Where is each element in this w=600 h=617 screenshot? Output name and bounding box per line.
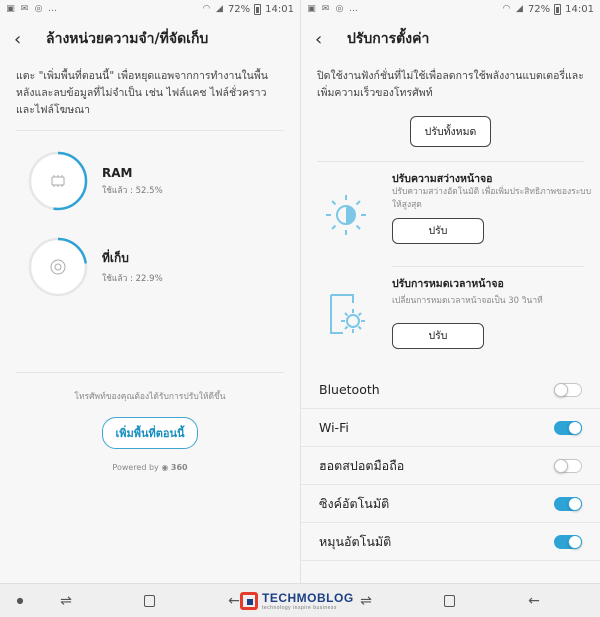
optimization-note: โทรศัพท์ของคุณต้องได้รับการปรับให้ดีขึ้น [74, 392, 226, 402]
storage-disk-icon [48, 257, 68, 277]
battery-icon [554, 4, 561, 15]
free-up-space-button[interactable]: เพิ่มพื้นที่ตอนนี้ [102, 417, 197, 449]
ram-gauge [28, 151, 88, 211]
toggle-label: หมุนอัตโนมัติ [319, 533, 392, 549]
adjust-screen-timeout-button[interactable]: ปรับ [392, 323, 484, 349]
toggle-row-wifi[interactable] [301, 409, 600, 447]
back-nav-icon[interactable]: ← [228, 593, 240, 609]
adjust-all-button[interactable]: ปรับทั้งหมด [410, 116, 492, 147]
shield-icon: ◉ [161, 463, 169, 472]
wifi-icon: ◠ [502, 3, 511, 14]
status-bar [0, 0, 300, 18]
toggle-row-bluetooth[interactable] [301, 371, 600, 409]
page-description: ปิดใช้งานฟังก์ชั่นที่ไม่ใช้เพื่อลดการใช้พลังงานแบตเตอรี่และเพิ่มความเร็วของโทรศัพท์ [317, 70, 584, 99]
switch-knob [568, 535, 582, 549]
toggle-row-hotspot[interactable] [301, 447, 600, 485]
app-bar [301, 18, 600, 60]
image-notification-icon: ▣ [6, 3, 15, 14]
home-button-icon[interactable] [444, 595, 455, 607]
switch-knob [568, 497, 582, 511]
back-arrow-icon[interactable]: ‹ [14, 28, 22, 50]
auto-rotate-switch[interactable] [554, 535, 582, 549]
adjust-brightness-button[interactable]: ปรับ [392, 218, 484, 244]
brightness-description: ปรับความสว่างอัตโนมัติ เพื่อเพิ่มประสิทธิภาพของระบบให้สูงสุด [392, 187, 592, 210]
toggle-label: ซิงค์อัตโนมัติ [319, 495, 390, 511]
wifi-icon: ◠ [202, 3, 211, 14]
storage-cleaner-screen [0, 0, 300, 583]
hotspot-switch[interactable] [554, 459, 582, 473]
more-notifications-icon: … [48, 3, 57, 14]
storage-gauge-row [0, 237, 300, 297]
switch-knob [554, 459, 568, 473]
recent-apps-icon[interactable]: ⇌ [60, 593, 72, 609]
storage-gauge [28, 237, 88, 297]
page-title: ปรับการตั้งค่า [347, 31, 430, 47]
brightness-sun-icon [321, 190, 371, 240]
mail-notification-icon: ✉ [321, 3, 330, 14]
powered-by-brand: 360 [170, 463, 188, 472]
more-notifications-icon: … [349, 3, 358, 14]
clock: 14:01 [565, 3, 594, 15]
sync-notification-icon: ◎ [34, 3, 43, 14]
screen-timeout-description: เปลี่ยนการหมดเวลาหน้าจอเป็น 30 วินาที [392, 296, 543, 306]
screen-timeout-title: ปรับการหมดเวลาหน้าจอ [392, 278, 504, 290]
switch-knob [568, 421, 582, 435]
toggle-label: Wi-Fi [319, 420, 349, 435]
recent-apps-icon[interactable]: ⇌ [360, 593, 372, 609]
battery-icon [254, 4, 261, 15]
battery-percent: 72% [527, 3, 551, 15]
screen-timeout-option [301, 267, 600, 371]
storage-label: ที่เก็บ [102, 251, 129, 265]
optimize-settings-screen [300, 0, 600, 583]
signal-icon: ◢ [515, 3, 523, 14]
back-nav-icon[interactable]: ← [528, 593, 540, 609]
techmoblog-watermark [240, 591, 354, 611]
status-bar [301, 0, 600, 18]
toggle-label: Bluetooth [319, 382, 380, 397]
bluetooth-switch[interactable] [554, 383, 582, 397]
page-title: ล้างหน่วยความจำ/ที่จัดเก็บ [46, 31, 209, 47]
home-button-icon[interactable] [144, 595, 155, 607]
nav-dot-icon[interactable]: ● [16, 596, 24, 605]
wifi-switch[interactable] [554, 421, 582, 435]
mail-notification-icon: ✉ [20, 3, 29, 14]
image-notification-icon: ▣ [307, 3, 316, 14]
ram-used: ใช้แล้ว : 52.5% [102, 185, 163, 196]
techmoblog-logo-icon [240, 592, 258, 610]
watermark-brand: TECHMOBLOG [262, 591, 354, 605]
app-bar [0, 18, 300, 60]
powered-by [0, 463, 300, 472]
memory-chip-icon [48, 171, 68, 191]
quick-toggles-list [301, 371, 600, 561]
signal-icon: ◢ [215, 3, 223, 14]
screen-timeout-icon [321, 289, 371, 339]
clock: 14:01 [265, 3, 294, 15]
toggle-label: ฮอตสปอตมือถือ [319, 457, 405, 473]
brightness-title: ปรับความสว่างหน้าจอ [392, 173, 493, 185]
storage-used: ใช้แล้ว : 22.9% [102, 274, 163, 284]
back-arrow-icon[interactable]: ‹ [315, 28, 323, 50]
ram-label: RAM [102, 165, 133, 180]
toggle-row-auto-rotate[interactable] [301, 523, 600, 561]
page-description: แตะ "เพิ่มพื้นที่ตอนนี้" เพื่อหยุดแอพจากการทำงานในพื้นหลังและลบข้อมูลที่ไม่จำเป็น เช่น ไฟล์แคช ไฟล์ชั่วคราว และไฟล์โฆษณา [16, 70, 268, 116]
auto-sync-switch[interactable] [554, 497, 582, 511]
divider [16, 130, 284, 131]
divider [16, 372, 284, 373]
powered-by-label: Powered by [112, 463, 159, 472]
ram-gauge-row [0, 151, 300, 211]
watermark-tagline: technology inspire business [262, 605, 337, 611]
switch-knob [554, 383, 568, 397]
sync-notification-icon: ◎ [335, 3, 344, 14]
brightness-option [301, 162, 600, 266]
battery-percent: 72% [227, 3, 251, 15]
toggle-row-auto-sync[interactable] [301, 485, 600, 523]
